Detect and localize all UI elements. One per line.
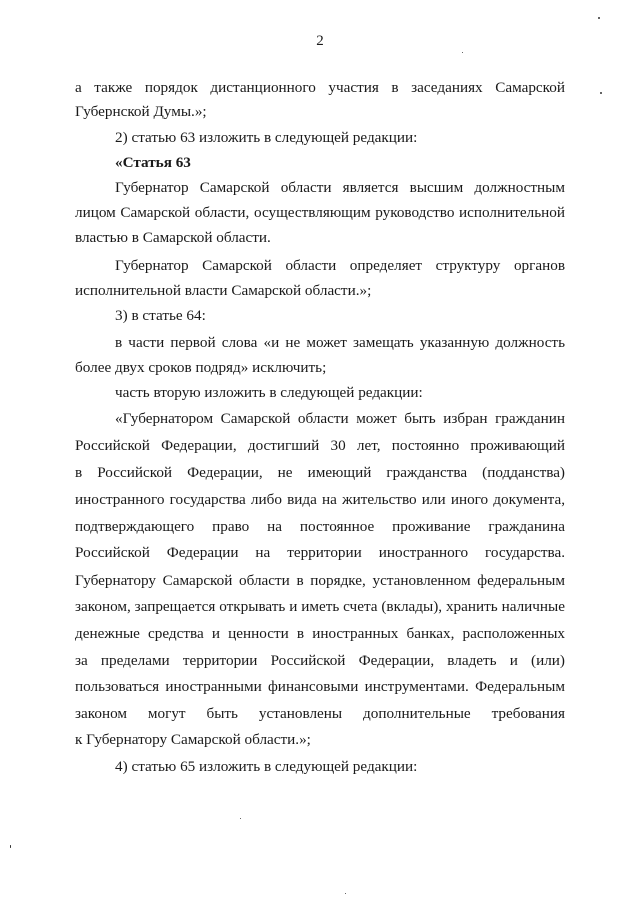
text-line: пользоваться иностранными финансовыми инструментами. Федеральным [75,678,565,695]
text-line: подтверждающего право на постоянное проживание гражданина [75,518,565,535]
text-line: законом, запрещается открывать и иметь счета (вклады), хранить наличные [75,598,565,615]
text-line: в Российской Федерации, не имеющий гражданства (подданства) [75,464,565,481]
text-line: 2) статью 63 изложить в следующей редакции: [115,129,418,146]
text-line: Губернатор Самарской области является высшим должностным [115,179,565,196]
scan-speck [240,818,241,819]
text-line: Губернатор Самарской области определяет структуру органов [115,257,565,274]
text-line: Губернской Думы.»; [75,103,207,120]
text-line: властью в Самарской области. [75,229,271,246]
text-line: денежные средства и ценности в иностранных банках, расположенных [75,625,565,642]
text-line: «Губернатором Самарской области может быть избран гражданин [115,410,565,427]
text-line: исполнительной власти Самарской области.»; [75,282,372,299]
text-line: часть вторую изложить в следующей редакции: [115,384,423,401]
text-line: к Губернатору Самарской области.»; [75,731,311,748]
text-line: за пределами территории Российской Федерации, владеть и (или) [75,652,565,669]
text-line: лицом Самарской области, осуществляющим руководство исполнительной [75,204,565,221]
scan-speck [10,845,11,848]
text-line: законом могут быть установлены дополнительные требования [75,705,565,722]
text-line: Губернатору Самарской области в порядке, установленном федеральным [75,572,565,589]
scan-speck [598,17,600,19]
text-line: 4) статью 65 изложить в следующей редакции: [115,758,418,775]
text-line: 3) в статье 64: [115,307,206,324]
text-line: в части первой слова «и не может замещать указанную должность [115,334,565,351]
page-number: 2 [316,33,324,49]
scan-speck [462,52,463,53]
text-line: более двух сроков подряд» исключить; [75,359,327,376]
text-line: а также порядок дистанционного участия в заседаниях Самарской [75,79,565,96]
text-line: «Статья 63 [115,154,191,171]
scan-speck [600,92,602,94]
text-line: Российской Федерации, достигший 30 лет, постоянно проживающий [75,437,565,454]
text-line: иностранного государства либо вида на жительство или иного документа, [75,491,565,508]
text-line: Российской Федерации на территории иностранного государства. [75,544,565,561]
scan-speck [345,893,346,894]
